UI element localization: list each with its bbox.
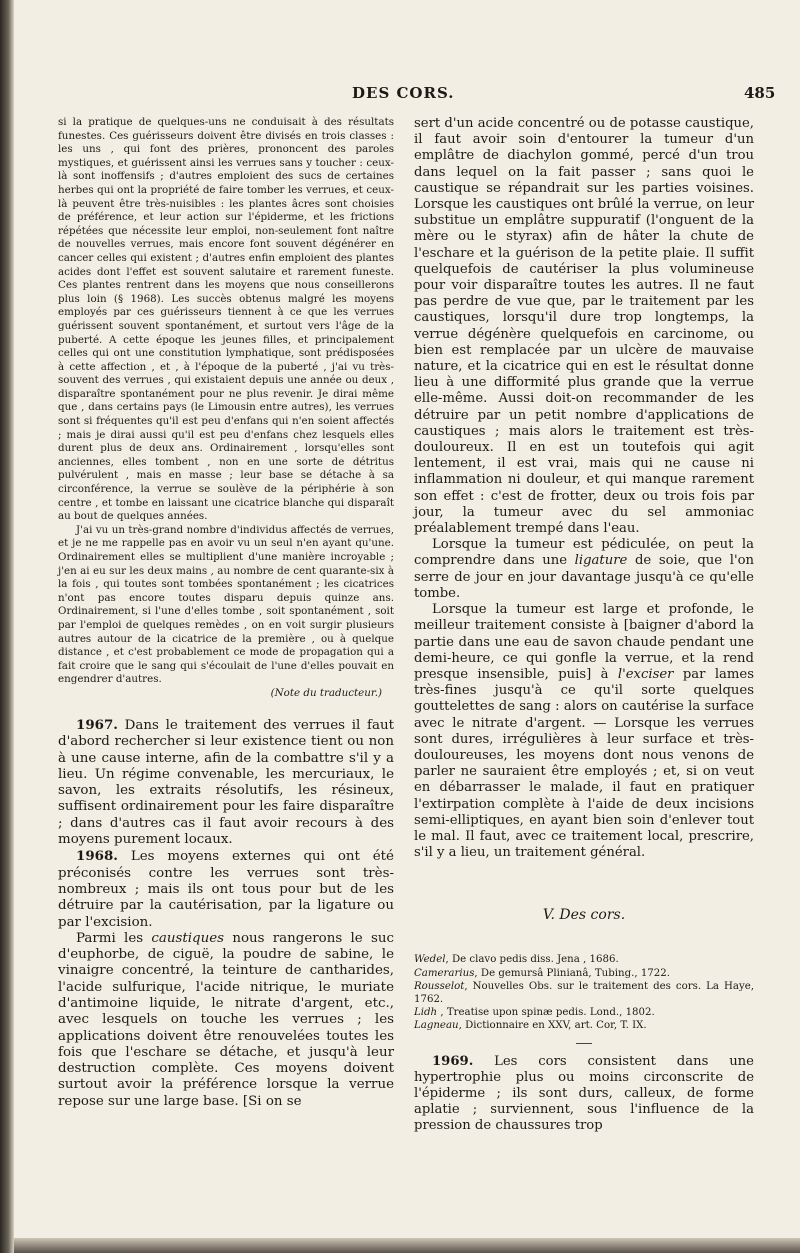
paragraph-text: nous rangerons le suc d'euphorbe, de ciguë, la poudre de sabine, le vinaigre concentré, la teinture de cantharides, l'acide sulfurique, l'acide nitrique, le muriate d'antimoine liquide, le nitrate d'argent, etc., avec lesquels on touche les verrues ; les applications doivent être renouvelées toutes les fois que l'eschare se détache, et jusqu'à leur destruction complète. Ces moyens doivent surtout avoir la préférence lorsque la verrue repose sur une large base. [Si on se xyxy=(58,930,394,1109)
ref-author: Lidh xyxy=(414,1007,438,1019)
page-bottom-edge xyxy=(14,1238,800,1253)
bibliography-entry xyxy=(414,953,754,966)
paragraph-caustiques xyxy=(58,931,394,1110)
paragraph-text: Dans le traitement des verrues il faut d'abord rechercher si leur existence tient ou non à une cause interne, afin de la combattre s'il y a lieu. Un régime convenable, les mercuriaux, le savon, les extraits résolutifs, les résineux, suffisent ordinairement pour les faire disparaître ; dans d'autres cas il faut avoir recours à des moyens purement locaux. xyxy=(58,717,394,848)
running-title: DES CORS. xyxy=(352,84,455,102)
note-signature: (Note du traducteur.) xyxy=(270,686,382,699)
bibliography-entry xyxy=(414,967,754,980)
ref-text: , De clavo pedis diss. Jena , 1686. xyxy=(445,954,619,966)
paragraph-1968 xyxy=(58,848,394,930)
ref-author: Lagneau xyxy=(414,1020,459,1032)
ref-author: Camerarius xyxy=(414,967,475,979)
ref-text: , Treatise upon spinæ pedis. Lond., 1802. xyxy=(437,1007,655,1019)
paragraph-1969 xyxy=(414,1054,754,1135)
paragraph-text: par lames très-fines jusqu'à ce qu'il sorte quelques gouttelettes de sang : alors on cautérise la surface avec le nitrate d'argent. — Lorsque les verrues sont dures, irrégulières à leur surface et très-douloureuses, les moyens dont nous venons de parler ne sauraient être employés ; et, si on veut en débarrasser le malade, il faut en pratiquer l'extirpation complète à l'aide de deux incisions semi-elliptiques, en ayant bien soin d'enlever tout le mal. Il faut, avec ce traitement local, prescrire, s'il y a lieu, un traitement général. xyxy=(414,666,754,861)
page-binding-edge xyxy=(0,0,14,1253)
ref-author: Wedel xyxy=(414,954,446,966)
bibliography xyxy=(414,953,754,1032)
ref-text: , Nouvelles Obs. sur le traitement des cors. La Haye, 1762. xyxy=(414,980,754,1005)
paragraph-number: 1969. xyxy=(432,1053,474,1069)
paragraph-text: de soie, que l'on serre de jour en jour davantage jusqu'à ce qu'elle tombe. xyxy=(414,553,755,601)
ref-text: , Dictionnaire en XXV, art. Cor, T. IX. xyxy=(458,1020,647,1032)
translator-note: si la pratique de quelques-uns ne conduisait à des résultats funestes. Ces guérisseurs doivent être divisés en trois classes : les uns , qui font des prières, prononcent des paroles mystiques, et guérissent ainsi les verrues sans y toucher : ceux-là sont inoffensifs ; d'autres emploient des sucs de certaines herbes qui ont la propriété de faire tomber les verrues, et ceux-là peuvent être très-nuisibles : les plantes âcres sont choisies de préférence, et leur action sur l'épiderme, et les frictions répétées que nécessite leur emploi, non-seulement font naître de nouvelles verrues, mais encore font souvent dégénérer en cancer celles qui existent ; d'autres enfin emploient des plantes acides dont l'effet est souvent salutaire et rarement funeste. Ces plantes rentrent dans les moyens que nous conseillerons plus loin (§ 1968). Les succès obtenus malgré les moyens employés par ces guérisseurs tiennent à ce que les verrues guérissent souvent spontanément, et surtout vers l'âge de la puberté. A cette époque les jeunes filles, et principalement celles qui ont une constitution lymphatique, sont prédisposées à cette affection , et , à l'époque de la puberté , j'ai vu très-souvent des verrues , qui existaient depuis une année ou deux , disparaître spontanément pour ne plus revenir. Je dirai même que , dans certains pays (le Limousin entre autres), les verrues sont si fréquentes qu'il est peu d'enfans qui n'en soient affectés ; mais je dirai aussi qu'il est peu d'enfans chez lesquels elles durent plus de deux ans. Ordinairement , lorsqu'elles sont anciennes, elles tombent , non en une sorte de détritus pulvérulent , mais en masse ; leur base se détache à sa circonférence, la verrue se soulève de la périphérie à son centre , et tombe en laissant une cicatrice blanche qui disparaît au bout de quelques années. xyxy=(58,116,394,523)
ref-text: , De gemursâ Plinianâ, Tubing., 1722. xyxy=(474,967,670,979)
paragraph-excision xyxy=(414,602,754,861)
right-column xyxy=(414,116,754,1135)
paragraph-continued: sert d'un acide concentré ou de potasse caustique, il faut avoir soin d'entourer la tumeur d'un emplâtre de diachylon gommé, percé d'un trou dans lequel on la fait passer ; sans quoi le caustique se répandrait sur les parties voisines. Lorsque les caustiques ont brûlé la verrue, on leur substitue un emplâtre suppuratif (l'onguent de la mère ou le styrax) afin de hâter la chute de l'eschare et la guérison de la petite plaie. Il suffit quelquefois de cautériser la plus volumineuse pour voir disparaître toutes les autres. Il ne faut pas perdre de vue que, par le traitement par les caustiques, lorsqu'il dure trop longtemps, la verrue dégénère quelquefois en carcinome, ou bien est remplacée par un ulcère de mauvaise nature, et la cicatrice qui en est le résultat donne lieu à une difformité plus grande que la verrue elle-même. Aussi doit-on recommander de les détruire par un petit nombre d'applications de caustiques ; mais alors le traitement est très-douloureux. Il en est un toutefois qui agit lentement, il est vrai, mais qui ne cause ni inflammation ni douleur, et qui manque rarement son effet : c'est de frotter, deux ou trois fois par jour, la tumeur avec du sel ammoniac préalablement trempé dans l'eau. xyxy=(414,116,754,537)
paragraph-number: 1968. xyxy=(76,848,118,865)
paragraph-1967 xyxy=(58,717,394,848)
paragraph-text: Lorsque la tumeur est pédiculée, on peut la comprendre dans une xyxy=(414,537,754,569)
paragraph-text: Les moyens externes qui ont été préconisés contre les verrues sont très-nombreux ; mais ils ont tous pour but de les détruire par la cautérisation, par la ligature ou par l'excision. xyxy=(58,849,394,930)
bibliography-entry xyxy=(414,1006,754,1019)
translator-note-continued: J'ai vu un très-grand nombre d'individus affectés de verrues, et je ne me rappelle pas en avoir vu un seul n'en ayant qu'une. Ordinairement elles se multiplient d'une manière incroyable ; j'en ai eu sur les deux mains , au nombre de cent quarante-six à la fois , qui toutes sont tombées spontanément ; les cicatrices n'ont pas encore toutes disparu depuis quinze ans. Ordinairement, si l'une d'elles tombe , soit spontanément , soit par l'emploi de quelques remèdes , on en voit surgir plusieurs autres autour de la cicatrice de la première , ou à quelque distance , et c'est probablement ce mode de propagation qui a fait croire que le sang qui s'écoulait de l'une d'elles pouvait en engendrer d'autres. xyxy=(58,523,394,686)
page-number: 485 xyxy=(744,84,776,102)
paragraph-ligature xyxy=(414,537,754,602)
paragraph-text: Lorsque la tumeur est large et profonde, le meilleur traitement consiste à [baigner d'abord la partie dans une eau de savon chaude pendant une demi-heure, ce qui gonfle la verrue, et la rend presque insensible, puis] à xyxy=(414,602,754,682)
emphasis-term: ligature xyxy=(574,553,628,569)
emphasis-term: l'exciser xyxy=(617,666,674,682)
paragraph-text: Parmi les xyxy=(76,930,152,946)
left-column xyxy=(58,116,394,1110)
ref-author: Rousselot xyxy=(414,980,465,992)
separator-rule xyxy=(576,1043,592,1044)
paragraph-text: Les cors consistent dans une hypertrophie plus ou moins circonscrite de l'épiderme ; ils sont durs, calleux, de forme aplatie ; surviennent, sous l'influence de la pression de chaussures trop xyxy=(414,1053,754,1134)
bibliography-entry xyxy=(414,1019,754,1032)
emphasis-term: caustiques xyxy=(151,930,225,946)
bibliography-entry xyxy=(414,980,754,1006)
running-header xyxy=(0,84,800,108)
section-heading: V. Des cors. xyxy=(542,907,626,924)
paragraph-number: 1967. xyxy=(76,716,118,733)
